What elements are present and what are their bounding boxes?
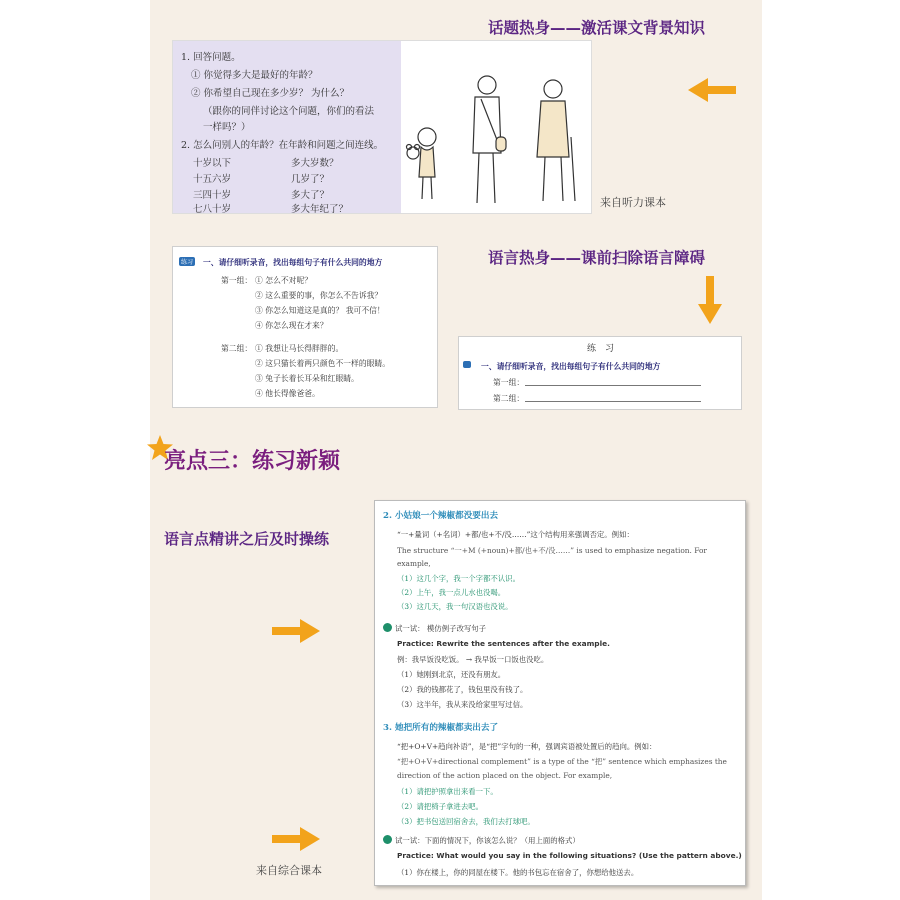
sentence-item: ④ 你怎么现在才来？: [255, 321, 328, 330]
group-label: 第二组：: [493, 394, 525, 403]
age-question: 多大岁数？: [291, 158, 339, 169]
question-line: 一样吗？）: [203, 122, 251, 133]
exercise-line: （3）这半年，我从来没给家里写过信。: [397, 700, 528, 709]
example-line: （2）请把椅子拿进去吧。: [397, 802, 484, 811]
age-question: 多大了？: [291, 190, 330, 201]
explanation-line: direction of the action placed on the object. For example,: [397, 771, 613, 780]
explanation-line: “一+量词（+名词）+都/也+不/没……”这个结构用来强调否定。例如：: [397, 530, 634, 539]
age-item: 七八十岁: [193, 204, 232, 215]
elderly-figure: [537, 80, 575, 201]
example-line: （3）把书包送回宿舍去，我们去打球吧。: [397, 817, 535, 826]
question-line: 1. 回答问题。: [181, 52, 241, 63]
right-arrow-icon: [270, 617, 322, 645]
age-question: 几岁了？: [291, 174, 330, 185]
age-question: 多大年纪了？: [291, 204, 349, 215]
example-line: （1）请把护照拿出来看一下。: [397, 787, 498, 796]
exercise-line: （2）我的钱都花了，钱包里没有钱了。: [397, 685, 528, 694]
sheet-header: 练 习: [587, 344, 615, 354]
right-arrow-icon: [270, 825, 322, 853]
exercise-tag: [463, 361, 471, 368]
exercise-line: （1）你在楼上，你的同屋在楼下。他的书包忘在宿舍了，你想给他送去。: [397, 868, 639, 877]
explanation-line: “把+O+V+directional complement” is a type of the “把” sentence which emphasizes the: [397, 757, 727, 766]
explanation-line: “把+O+V+趋向补语”，是“把”字句的一种，强调宾语被处置后的趋向。例如：: [397, 742, 657, 751]
age-item: 十五六岁: [193, 174, 232, 185]
age-figures-illustration: [403, 41, 591, 213]
try-icon: [383, 623, 392, 632]
question-line: 2. 怎么问别人的年龄？在年龄和问题之间连线。: [181, 140, 384, 151]
age-item: 三四十岁: [193, 190, 232, 201]
listening-exercise-excerpt: [172, 246, 438, 408]
age-item: 十岁以下: [193, 158, 232, 169]
sentence-item: ① 我想让马长得胖胖的。: [255, 344, 344, 353]
explanation-line: The structure “一+M (+noun)+都/也+不/没……” is used to emphasize negation. For: [397, 546, 707, 555]
sentence-item: ② 这么重要的事，你怎么不告诉我？: [255, 291, 383, 300]
example-line: （2）上午，我一点儿水也没喝。: [397, 588, 506, 597]
left-arrow-icon: [686, 76, 738, 104]
try-label: 试一试：下面的情况下，你该怎么说？（用上面的格式）: [395, 836, 580, 845]
section-title: 3. 她把所有的辣椒都卖出去了: [383, 723, 499, 733]
exercise-sheet-excerpt: [458, 336, 742, 410]
example-line: （3）这几天，我一句汉语也没说。: [397, 602, 513, 611]
explanation-line: example,: [397, 559, 431, 568]
topic-warmup-heading: 话题热身——激活课文背景知识: [488, 19, 706, 37]
example-line: （1）这几个字，我一个字都不认识。: [397, 574, 520, 583]
comprehensive-textbook-excerpt: [374, 500, 746, 886]
practice-line: Practice: What would you say in the following situations? (Use the pattern above.): [397, 851, 742, 860]
group-label: 第二组：: [221, 344, 253, 353]
highlight-title: 亮点三：练习新颖: [164, 449, 341, 474]
try-icon: [383, 835, 392, 844]
question-list: [173, 41, 401, 213]
question-line: （跟你的同伴讨论这个问题，你们的看法: [203, 106, 375, 117]
group-label: 第一组：: [493, 378, 525, 387]
question-line: ② 你希望自己现在多少岁？ 为什么？: [191, 88, 350, 99]
sentence-item: ① 怎么不对呢？: [255, 276, 313, 285]
answer-line: [525, 385, 701, 386]
exercise-line: 例：我早饭没吃饭。 → 我早饭一口饭也没吃。: [397, 655, 549, 664]
group-label: 第一组：: [221, 276, 253, 285]
section-title: 2. 小姑娘一个辣椒都没要出去: [383, 511, 499, 521]
sentence-item: ③ 兔子长着长耳朵和红眼睛。: [255, 374, 359, 383]
exercise-line: （1）她刚到北京，还没有朋友。: [397, 670, 506, 679]
practice-heading: 语言点精讲之后及时操练: [164, 530, 330, 548]
sentence-item: ② 这只猫长着两只颜色不一样的眼睛。: [255, 359, 391, 368]
try-label: 试一试： 模仿例子改写句子: [395, 624, 487, 633]
sentence-item: ④ 他长得像爸爸。: [255, 389, 320, 398]
practice-line: Practice: Rewrite the sentences after the example.: [397, 639, 610, 648]
sheet-title: 一、请仔细听录音，找出每组句子有什么共同的地方: [481, 362, 661, 371]
adult-figure: [473, 76, 506, 203]
sentence-item: ③ 你怎么知道这是真的？ 我可不信！: [255, 306, 385, 315]
language-warmup-heading: 语言热身——课前扫除语言障碍: [488, 249, 706, 267]
down-arrow-icon: [696, 274, 724, 326]
exercise-title: 一、请仔细听录音，找出每组句子有什么共同的地方: [203, 258, 383, 267]
listening-textbook-excerpt: [172, 40, 592, 214]
child-figure: [407, 128, 437, 199]
exercise-tag: 练习: [181, 259, 194, 266]
listening-caption: 来自听力课本: [600, 196, 666, 209]
comprehensive-caption: 来自综合课本: [256, 864, 322, 877]
question-line: ① 你觉得多大是最好的年龄？: [191, 70, 318, 81]
answer-line: [525, 401, 701, 402]
